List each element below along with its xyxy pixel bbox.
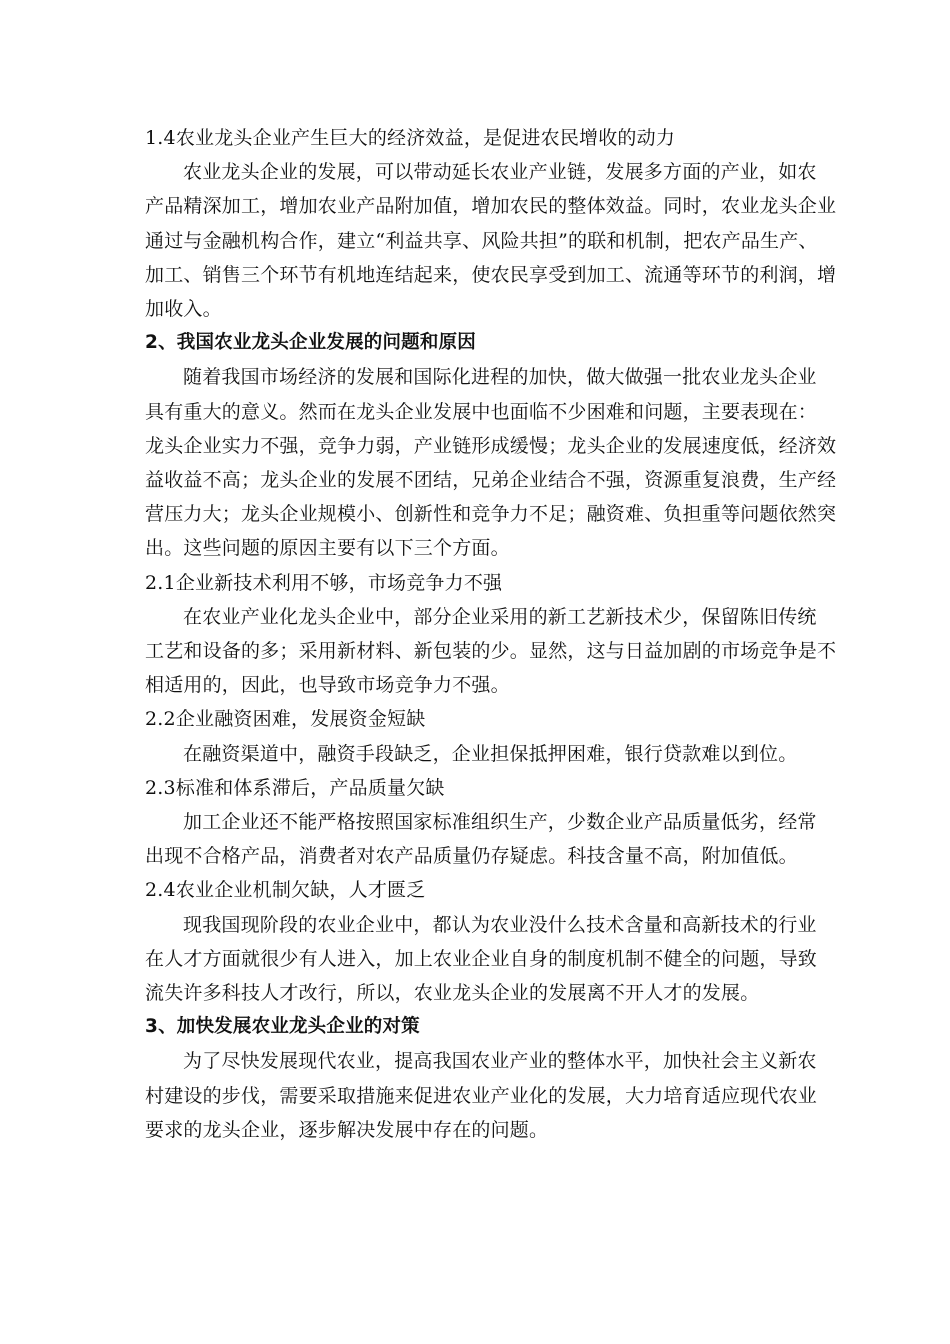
paragraph-first-line: 在农业产业化龙头企业中，部分企业采用的新工艺新技术少，保留陈旧传统 <box>183 605 817 628</box>
paragraph-line: 龙头企业实力不强，竞争力弱，产业链形成缓慢；龙头企业的发展速度低，经济效 <box>145 434 837 457</box>
subsection-heading: 2.4农业企业机制欠缺，人才匮乏 <box>145 879 426 902</box>
paragraph-line: 加工、销售三个环节有机地连结起来，使农民享受到加工、流通等环节的利润，增 <box>145 263 837 286</box>
paragraph-line: 产品精深加工，增加农业产品附加值，增加农民的整体效益。同时，农业龙头企业 <box>145 195 837 218</box>
paragraph-line: 加收入。 <box>145 298 222 320</box>
paragraph-first-line: 在融资渠道中，融资手段缺乏，企业担保抵押困难，银行贷款难以到位。 <box>183 742 798 765</box>
paragraph-line: 相适用的，因此，也导致市场竞争力不强。 <box>145 674 510 697</box>
section-heading: 2、我国农业龙头企业发展的问题和原因 <box>145 332 476 354</box>
paragraph-line: 在人才方面就很少有人进入，加上农业企业自身的制度机制不健全的问题，导致 <box>145 947 818 970</box>
subsection-heading: 2.1企业新技术利用不够，市场竞争力不强 <box>145 571 503 594</box>
paragraph-line: 营压力大；龙头企业规模小、创新性和竞争力不足；融资难、负担重等问题依然突 <box>145 503 837 526</box>
paragraph-line: 出现不合格产品，消费者对农产品质量仍存疑虑。科技含量不高，附加值低。 <box>145 845 798 868</box>
paragraph-first-line: 加工企业还不能严格按照国家标准组织生产，少数企业产品质量低劣，经常 <box>183 811 817 833</box>
paragraph-first-line: 农业龙头企业的发展，可以带动延长农业产业链，发展多方面的产业，如农 <box>183 161 817 184</box>
paragraph-line: 要求的龙头企业，逐步解决发展中存在的问题。 <box>145 1118 549 1141</box>
subsection-heading: 2.2企业融资困难，发展资金短缺 <box>145 708 426 731</box>
paragraph-line: 通过与金融机构合作，建立“利益共享、风险共担”的联和机制，把农产品生产、 <box>145 229 818 252</box>
paragraph-first-line: 现我国现阶段的农业企业中，都认为农业没什么技术含量和高新技术的行业 <box>183 913 817 936</box>
paragraph-first-line: 随着我国市场经济的发展和国际化进程的加快，做大做强一批农业龙头企业 <box>183 366 817 389</box>
paragraph-line: 具有重大的意义。然而在龙头企业发展中也面临不少困难和问题，主要表现在： <box>145 400 818 423</box>
paragraph-line: 流失许多科技人才改行，所以，农业龙头企业的发展离不开人才的发展。 <box>145 982 760 1004</box>
paragraph-line: 工艺和设备的多；采用新材料、新包装的少。显然，这与日益加剧的市场竞争是不 <box>145 640 837 662</box>
paragraph-line: 出。这些问题的原因主要有以下三个方面。 <box>145 537 510 560</box>
section-heading: 3、加快发展农业龙头企业的对策 <box>145 1016 420 1038</box>
subsection-heading: 2.3标准和体系滞后，产品质量欠缺 <box>145 776 445 799</box>
subsection-heading: 1.4农业龙头企业产生巨大的经济效益，是促进农民增收的动力 <box>145 127 676 149</box>
paragraph-first-line: 为了尽快发展现代农业，提高我国农业产业的整体水平，加快社会主义新农 <box>183 1050 817 1073</box>
paragraph-line: 益收益不高；龙头企业的发展不团结，兄弟企业结合不强，资源重复浪费，生产经 <box>145 469 837 491</box>
paragraph-line: 村建设的步伐，需要采取措施来促进农业产业化的发展，大力培育适应现代农业 <box>145 1084 818 1107</box>
